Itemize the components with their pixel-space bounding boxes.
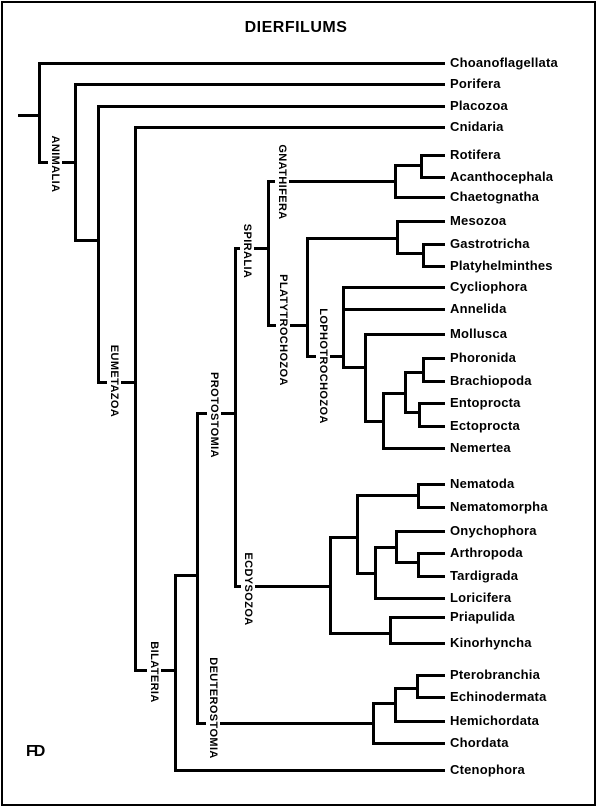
tip-branch-mollusca bbox=[364, 333, 445, 336]
tip-branch-tardigrada bbox=[417, 575, 445, 578]
tip-branch-cycliophora bbox=[342, 286, 445, 289]
tip-label-pterobranchia: Pterobranchia bbox=[450, 666, 541, 682]
branch-horizontal bbox=[394, 687, 419, 690]
tip-label-kinorhyncha: Kinorhyncha bbox=[450, 634, 532, 650]
tip-branch-arthropoda bbox=[417, 552, 445, 555]
clade-label-bilateria: BILATERIA bbox=[148, 641, 160, 703]
tip-branch-annelida bbox=[342, 308, 445, 311]
tip-branch-nematoda bbox=[417, 483, 445, 486]
branch-vertical bbox=[394, 687, 397, 723]
branch-vertical bbox=[134, 126, 137, 672]
branch-horizontal bbox=[382, 392, 407, 395]
tip-label-cycliophora: Cycliophora bbox=[450, 278, 528, 294]
tip-label-ectoprocta: Ectoprocta bbox=[450, 417, 520, 433]
tip-label-gastrotricha: Gastrotricha bbox=[450, 235, 530, 251]
branch-horizontal bbox=[174, 574, 199, 577]
tip-label-arthropoda: Arthropoda bbox=[450, 544, 523, 560]
tip-branch-brachiopoda bbox=[422, 380, 445, 383]
tip-label-placozoa: Placozoa bbox=[450, 97, 508, 113]
branch-horizontal bbox=[306, 237, 399, 240]
tip-label-onychophora: Onychophora bbox=[450, 522, 537, 538]
tip-label-chordata: Chordata bbox=[450, 734, 509, 750]
branch-horizontal bbox=[329, 632, 392, 635]
tip-branch-choanoflagellata bbox=[38, 62, 445, 65]
branch-vertical bbox=[196, 412, 199, 725]
clade-label-ecdysozoa: ECDYSOZOA bbox=[242, 552, 254, 626]
branch-horizontal bbox=[364, 420, 385, 423]
tip-label-cnidaria: Cnidaria bbox=[450, 118, 504, 134]
branch-horizontal bbox=[329, 536, 359, 539]
tip-label-phoronida: Phoronida bbox=[450, 349, 517, 365]
tip-label-mesozoa: Mesozoa bbox=[450, 212, 507, 228]
clade-label-protostomia: PROTOSTOMIA bbox=[208, 372, 220, 458]
tip-branch-mesozoa bbox=[396, 220, 445, 223]
branch-horizontal bbox=[74, 239, 100, 242]
branch-vertical bbox=[97, 105, 100, 384]
watermark-logo: FD bbox=[26, 743, 44, 760]
branch-horizontal bbox=[356, 572, 377, 575]
tip-branch-placozoa bbox=[97, 105, 445, 108]
tip-branch-loricifera bbox=[374, 597, 445, 600]
tip-label-nemertea: Nemertea bbox=[450, 439, 511, 455]
tip-branch-chordata bbox=[372, 742, 445, 745]
tip-branch-echinodermata bbox=[416, 696, 445, 699]
tip-label-tardigrada: Tardigrada bbox=[450, 567, 519, 583]
branch-horizontal bbox=[374, 546, 398, 549]
branch-horizontal bbox=[356, 494, 420, 497]
tip-label-annelida: Annelida bbox=[450, 300, 507, 316]
tip-branch-acanthocephala bbox=[420, 176, 445, 179]
tip-label-brachiopoda: Brachiopoda bbox=[450, 372, 532, 388]
tip-branch-chaetognatha bbox=[394, 196, 445, 199]
tip-branch-pterobranchia bbox=[416, 674, 445, 677]
branch-horizontal bbox=[342, 366, 367, 369]
tip-label-nematoda: Nematoda bbox=[450, 475, 515, 491]
branch-vertical bbox=[389, 616, 392, 645]
tip-branch-gastrotricha bbox=[422, 243, 445, 246]
branch-vertical bbox=[306, 237, 309, 358]
tip-label-nematomorpha: Nematomorpha bbox=[450, 498, 548, 514]
figure-title: DIERFILUMS bbox=[244, 19, 348, 36]
branch-horizontal bbox=[395, 561, 420, 564]
branch-horizontal bbox=[394, 164, 423, 167]
branch-vertical bbox=[234, 247, 237, 588]
tip-branch-ctenophora bbox=[174, 769, 445, 772]
tip-branch-nemertea bbox=[382, 447, 445, 450]
clade-label-platytrochozoa: PLATYTROCHOZOA bbox=[277, 274, 289, 386]
tip-label-echinodermata: Echinodermata bbox=[450, 688, 547, 704]
tip-label-choanoflagellata: Choanoflagellata bbox=[450, 54, 558, 70]
branch-horizontal bbox=[372, 702, 397, 705]
tip-label-hemichordata: Hemichordata bbox=[450, 712, 540, 728]
tip-branch-rotifera bbox=[420, 154, 445, 157]
clade-label-eumetazoa: EUMETAZOA bbox=[108, 344, 120, 418]
branch-vertical bbox=[356, 494, 359, 575]
tip-label-priapulida: Priapulida bbox=[450, 608, 515, 624]
tip-label-chaetognatha: Chaetognatha bbox=[450, 188, 540, 204]
tip-branch-entoprocta bbox=[418, 402, 445, 405]
tip-label-loricifera: Loricifera bbox=[450, 589, 512, 605]
branch-vertical bbox=[267, 180, 270, 327]
tip-label-porifera: Porifera bbox=[450, 75, 501, 91]
tip-branch-priapulida bbox=[389, 616, 445, 619]
tip-label-mollusca: Mollusca bbox=[450, 325, 508, 341]
branch-vertical bbox=[174, 574, 177, 772]
tip-label-entoprocta: Entoprocta bbox=[450, 394, 521, 410]
clade-label-gnathifera: GNATHIFERA bbox=[276, 144, 288, 220]
clade-label-animalia: ANIMALIA bbox=[49, 135, 61, 193]
tip-branch-kinorhyncha bbox=[389, 642, 445, 645]
tip-label-acanthocephala: Acanthocephala bbox=[450, 168, 554, 184]
tip-label-ctenophora: Ctenophora bbox=[450, 761, 525, 777]
branch-horizontal bbox=[396, 252, 425, 255]
branch-horizontal bbox=[196, 722, 375, 725]
clade-label-lophotrochozoa: LOPHOTROCHOZOA bbox=[317, 308, 329, 424]
branch-vertical bbox=[364, 333, 367, 423]
branch-vertical bbox=[38, 62, 41, 164]
tip-branch-porifera bbox=[74, 83, 445, 86]
tip-branch-hemichordata bbox=[394, 720, 445, 723]
tip-branch-nematomorpha bbox=[417, 506, 445, 509]
tip-branch-ectoprocta bbox=[418, 425, 445, 428]
branch-horizontal bbox=[404, 371, 425, 374]
branch-horizontal bbox=[404, 411, 421, 414]
tip-branch-onychophora bbox=[395, 530, 445, 533]
tip-label-rotifera: Rotifera bbox=[450, 146, 501, 162]
tip-branch-platyhelminthes bbox=[422, 265, 445, 268]
clade-label-spiralia: SPIRALIA bbox=[241, 223, 253, 279]
tip-label-platyhelminthes: Platyhelminthes bbox=[450, 257, 553, 273]
clade-label-deuterostomia: DEUTEROSTOMIA bbox=[207, 657, 219, 759]
tip-branch-cnidaria bbox=[134, 126, 445, 129]
tip-branch-phoronida bbox=[422, 357, 445, 360]
